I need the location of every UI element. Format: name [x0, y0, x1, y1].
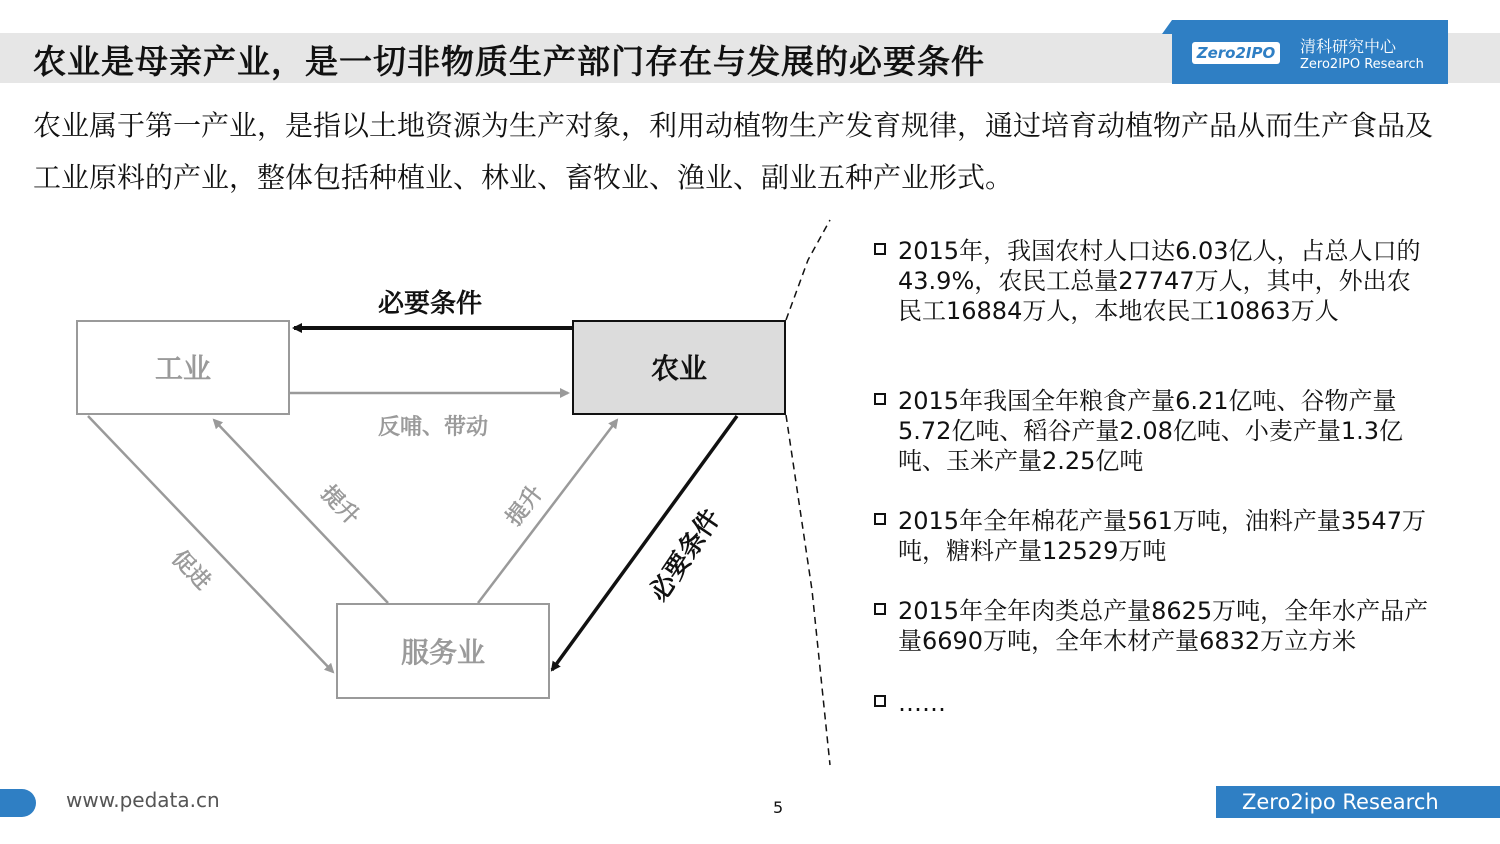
logo-en-text: Zero2IPO Research — [1300, 57, 1424, 72]
arrow-industry-to-service — [88, 416, 333, 672]
list-item-text: 2015年全年肉类总产量8625万吨，全年水产品产量6690万吨，全年木材产量6832万立方米 — [898, 597, 1429, 655]
checkbox-bullet-icon — [874, 243, 886, 255]
logo-cn-text: 清科研究中心 — [1300, 37, 1397, 56]
callout-dash-top — [786, 220, 830, 320]
logo-tab — [1162, 20, 1172, 34]
label-feedback: 反哺、带动 — [377, 415, 489, 440]
list-item — [872, 236, 1432, 326]
list-item-text: …… — [898, 689, 946, 717]
label-necessary-top: 必要条件 — [377, 289, 483, 319]
label-lift-left: 提升 — [315, 480, 364, 530]
label-lift-right: 提升 — [501, 480, 549, 532]
relationship-diagram — [0, 210, 860, 780]
list-item — [872, 506, 1432, 566]
list-item — [872, 688, 1432, 718]
footer-url-link[interactable]: www.pedata.cn — [66, 788, 220, 812]
list-item-text: 2015年，我国农村人口达6.03亿人，占总人口的43.9%，农民工总量27747万人，其中，外出农民工16884万人，本地农民工10863万人 — [898, 237, 1421, 325]
page-title: 农业是母亲产业，是一切非物质生产部门存在与发展的必要条件 — [33, 42, 985, 81]
checkbox-bullet-icon — [874, 695, 886, 707]
list-item — [872, 386, 1432, 476]
intro-paragraph: 农业属于第一产业，是指以土地资源为生产对象，利用动植物生产发育规律，通过培育动植物产品从而生产食品及工业原料的产业，整体包括种植业、林业、畜牧业、渔业、副业五种产业形式。 — [33, 109, 1434, 194]
footer-tab — [0, 789, 36, 817]
footer-brand: Zero2ipo Research — [1216, 786, 1500, 818]
label-promote: 促进 — [166, 545, 215, 595]
node-agriculture-label: 农业 — [650, 352, 708, 385]
arrow-service-to-agri — [478, 420, 617, 603]
list-item-text: 2015年全年棉花产量561万吨，油料产量3547万吨，糖料产量12529万吨 — [898, 507, 1426, 565]
list-item-text: 2015年我国全年粮食产量6.21亿吨、谷物产量5.72亿吨、稻谷产量2.08亿吨、小麦产量1.3亿吨、玉米产量2.25亿吨 — [898, 387, 1404, 475]
checkbox-bullet-icon — [874, 513, 886, 525]
callout-dash-bottom — [786, 415, 830, 765]
logo-mark: Zero2IPO — [1192, 42, 1280, 64]
checkbox-bullet-icon — [874, 393, 886, 405]
checkbox-bullet-icon — [874, 603, 886, 615]
page-number: 5 — [773, 798, 784, 817]
node-industry-label: 工业 — [154, 352, 212, 385]
list-item — [872, 596, 1432, 656]
node-service-label: 服务业 — [400, 636, 486, 669]
label-necessary-right: 必要条件 — [643, 504, 727, 608]
logo — [1172, 20, 1448, 84]
